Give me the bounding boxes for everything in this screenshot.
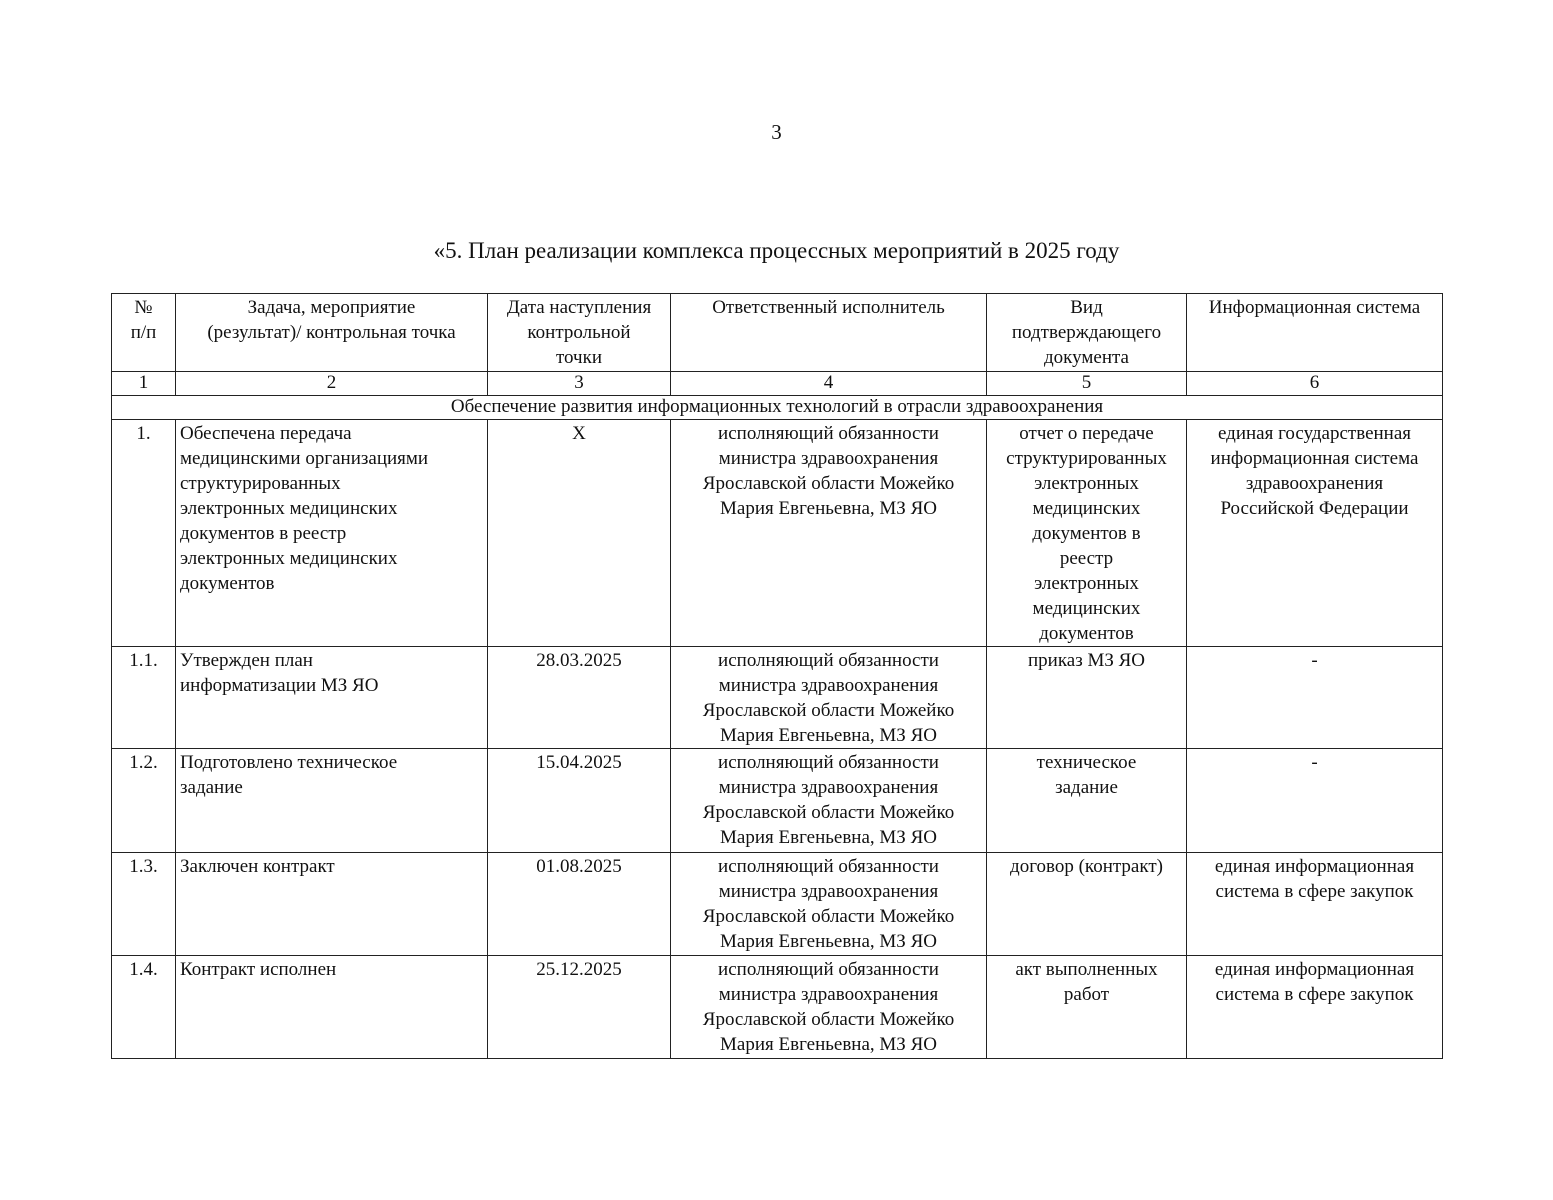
plan-table-body [112,294,1443,1059]
table-row [112,647,1443,749]
row-number: 1.4. [112,956,176,1059]
header-cell-number: № п/п [112,294,176,372]
row-date: 15.04.2025 [488,749,671,853]
table-row [112,956,1443,1059]
row-responsible: исполняющий обязанности министра здравоохранения Ярославской области Можейко Мария Евгеньевна, МЗ ЯО [671,420,987,647]
table-row [112,749,1443,853]
section-heading: Обеспечение развития информационных технологий в отрасли здравоохранения [112,396,1443,420]
row-document: приказ МЗ ЯО [987,647,1187,749]
column-number: 5 [987,372,1187,396]
plan-table [111,293,1443,1059]
page-number: 3 [771,120,782,144]
row-task: Подготовлено техническое задание [176,749,488,853]
row-system: - [1187,749,1443,853]
column-number: 2 [176,372,488,396]
row-task: Обеспечена передача медицинскими организациями структурированных электронных медицинских документов в реестр электронных медицинских документов [176,420,488,647]
header-cell-responsible: Ответственный исполнитель [671,294,987,372]
header-cell-system: Информационная система [1187,294,1443,372]
row-number: 1. [112,420,176,647]
header-cell-document: Вид подтверждающего документа [987,294,1187,372]
row-responsible: исполняющий обязанности министра здравоохранения Ярославской области Можейко Мария Евгеньевна, МЗ ЯО [671,647,987,749]
row-responsible: исполняющий обязанности министра здравоохранения Ярославской области Можейко Мария Евгеньевна, МЗ ЯО [671,749,987,853]
row-date: 01.08.2025 [488,853,671,956]
row-task: Контракт исполнен [176,956,488,1059]
column-number: 3 [488,372,671,396]
row-system: единая информационная система в сфере закупок [1187,853,1443,956]
row-system: единая информационная система в сфере закупок [1187,956,1443,1059]
row-system: единая государственная информационная система здравоохранения Российской Федерации [1187,420,1443,647]
header-cell-task: Задача, мероприятие (результат)/ контрольная точка [176,294,488,372]
section-row [112,396,1443,420]
row-responsible: исполняющий обязанности министра здравоохранения Ярославской области Можейко Мария Евгеньевна, МЗ ЯО [671,956,987,1059]
table-row [112,853,1443,956]
column-number: 1 [112,372,176,396]
row-document: акт выполненных работ [987,956,1187,1059]
column-number-row [112,372,1443,396]
row-task: Заключен контракт [176,853,488,956]
row-date: 28.03.2025 [488,647,671,749]
row-number: 1.2. [112,749,176,853]
row-number: 1.3. [112,853,176,956]
column-number: 4 [671,372,987,396]
table-header-row [112,294,1443,372]
row-number: 1.1. [112,647,176,749]
row-date: X [488,420,671,647]
table-row [112,420,1443,647]
row-document: техническое задание [987,749,1187,853]
row-responsible: исполняющий обязанности министра здравоохранения Ярославской области Можейко Мария Евгеньевна, МЗ ЯО [671,853,987,956]
row-system: - [1187,647,1443,749]
row-task: Утвержден план информатизации МЗ ЯО [176,647,488,749]
row-document: отчет о передаче структурированных электронных медицинских документов в реестр электронных медицинских документов [987,420,1187,647]
row-document: договор (контракт) [987,853,1187,956]
header-cell-date: Дата наступления контрольной точки [488,294,671,372]
document-title: «5. План реализации комплекса процессных мероприятий в 2025 году [433,238,1120,263]
row-date: 25.12.2025 [488,956,671,1059]
column-number: 6 [1187,372,1443,396]
